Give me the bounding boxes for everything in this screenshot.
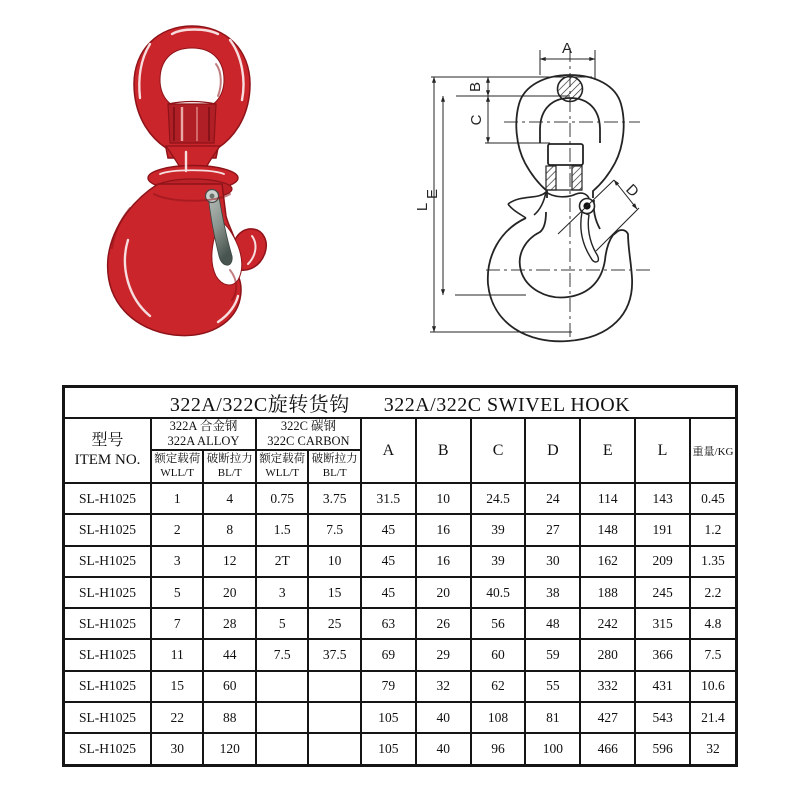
col-header-C: C [471,418,526,483]
table-cell: 143 [635,483,690,514]
table-cell: 39 [471,546,526,577]
table-cell: 32 [690,733,737,765]
table-cell: 2.2 [690,577,737,608]
table-cell: SL-H1025 [64,639,151,670]
table-row [64,577,737,608]
table-cell: 20 [203,577,255,608]
technical-drawing [400,8,720,343]
table-cell: 1.2 [690,514,737,545]
table-cell: 10.6 [690,671,737,702]
table-cell: 79 [361,671,416,702]
pin-hatched-circle [558,77,583,102]
table-title-row [64,387,737,419]
table-cell: 188 [580,577,635,608]
table-cell: 543 [635,702,690,733]
product-photo-svg [70,8,360,348]
table-cell: SL-H1025 [64,733,151,765]
table-cell: 7 [151,608,203,639]
table-cell: 48 [525,608,580,639]
table-cell: 0.45 [690,483,737,514]
col-header-D: D [525,418,580,483]
table-row [64,546,737,577]
dim-L [430,77,572,332]
table-title-cn: 322A/322C旋转货钩 [169,394,350,416]
table-cell: 114 [580,483,635,514]
table-cell: 88 [203,702,255,733]
col-group-322a-alloy: 322A 合金钢 322A ALLOY [151,418,256,450]
table-cell: 191 [635,514,690,545]
table-cell: 280 [580,639,635,670]
table-cell: 7.5 [256,639,308,670]
table-title-en: 322A/322C SWIVEL HOOK [383,394,631,416]
table-cell: 162 [580,546,635,577]
table-cell: 245 [635,577,690,608]
dim-label-C: C [468,114,485,126]
table-cell: 4 [203,483,255,514]
table-cell [308,702,360,733]
table-cell: 20 [416,577,471,608]
table-cell: 366 [635,639,690,670]
table-cell: 4.8 [690,608,737,639]
table-cell: 60 [203,671,255,702]
table-cell: 427 [580,702,635,733]
table-cell: 69 [361,639,416,670]
dim-label-A: A [561,40,573,57]
table-cell: 28 [203,608,255,639]
table-cell: SL-H1025 [64,577,151,608]
table-cell: SL-H1025 [64,702,151,733]
col-header-A: A [361,418,416,483]
table-cell: 24 [525,483,580,514]
table-cell: 100 [525,733,580,765]
table-cell: 105 [361,702,416,733]
table-cell: 3 [151,546,203,577]
table-row [64,671,737,702]
table-cell: 108 [471,702,526,733]
table-cell: 0.75 [256,483,308,514]
table-cell: 24.5 [471,483,526,514]
table-cell: 45 [361,514,416,545]
table-cell: 3.75 [308,483,360,514]
table-cell: 96 [471,733,526,765]
dim-label-B: B [467,81,484,93]
table-cell: 32 [416,671,471,702]
product-photo [70,8,360,348]
table-cell: 5 [151,577,203,608]
table-cell: 1 [151,483,203,514]
table-cell: 3 [256,577,308,608]
table-cell: SL-H1025 [64,608,151,639]
table-cell: 431 [635,671,690,702]
table-cell: 22 [151,702,203,733]
latch-outline [580,199,599,263]
table-cell: 15 [308,577,360,608]
table-cell: 105 [361,733,416,765]
table-cell: 21.4 [690,702,737,733]
technical-drawing-svg [400,8,720,343]
table-cell: 15 [151,671,203,702]
table-cell: 45 [361,577,416,608]
table-cell: 63 [361,608,416,639]
col-header-bl-322c: 破断拉力 BL/T [308,450,360,483]
spec-table [62,385,738,767]
dim-label-D: D [622,180,643,201]
table-cell: 60 [471,639,526,670]
table-cell: SL-H1025 [64,514,151,545]
table-cell: 8 [203,514,255,545]
table-cell: SL-H1025 [64,546,151,577]
table-cell: 10 [308,546,360,577]
table-cell: 44 [203,639,255,670]
table-cell: 25 [308,608,360,639]
table-cell: 30 [151,733,203,765]
table-cell: 11 [151,639,203,670]
table-cell: 2 [151,514,203,545]
table-cell: 56 [471,608,526,639]
table-title [64,387,737,419]
hook-body [108,184,267,336]
col-header-weight: 重量/KG [690,418,737,483]
table-row [64,514,737,545]
table-cell: 31.5 [361,483,416,514]
table-cell [308,671,360,702]
col-header-wll-322c: 额定载荷 WLL/T [256,450,308,483]
table-row [64,702,737,733]
spec-table-body [64,483,737,765]
table-cell: 148 [580,514,635,545]
table-cell: SL-H1025 [64,483,151,514]
nut-and-shank [546,144,583,190]
table-cell: SL-H1025 [64,671,151,702]
table-cell: 209 [635,546,690,577]
col-header-L: L [635,418,690,483]
table-cell [256,733,308,765]
col-header-bl-322a: 破断拉力 BL/T [203,450,255,483]
table-cell: 5 [256,608,308,639]
table-cell: 1.5 [256,514,308,545]
spec-table-container [62,385,738,767]
table-cell: 10 [416,483,471,514]
table-row [64,733,737,765]
table-cell: 120 [203,733,255,765]
table-cell: 45 [361,546,416,577]
header-row-groups [64,418,737,450]
table-cell: 59 [525,639,580,670]
table-cell: 315 [635,608,690,639]
table-cell: 81 [525,702,580,733]
table-cell: 466 [580,733,635,765]
table-cell [256,702,308,733]
col-header-item-no: 型号 ITEM NO. [64,418,151,483]
table-cell: 7.5 [690,639,737,670]
table-cell: 2T [256,546,308,577]
table-cell: 40 [416,733,471,765]
table-cell: 29 [416,639,471,670]
table-row [64,639,737,670]
table-cell: 332 [580,671,635,702]
table-row [64,483,737,514]
col-header-B: B [416,418,471,483]
table-cell: 62 [471,671,526,702]
table-cell: 26 [416,608,471,639]
table-cell: 39 [471,514,526,545]
table-cell: 12 [203,546,255,577]
table-cell: 16 [416,546,471,577]
table-cell: 37.5 [308,639,360,670]
dim-label-E: E [424,188,441,200]
hook-outline [488,200,632,341]
table-cell: 55 [525,671,580,702]
collar-outline [508,192,589,218]
table-cell: 40 [416,702,471,733]
table-cell: 27 [525,514,580,545]
col-header-wll-322a: 额定载荷 WLL/T [151,450,203,483]
col-group-322c-carbon: 322C 碳钢 322C CARBON [256,418,361,450]
table-cell: 7.5 [308,514,360,545]
table-cell [256,671,308,702]
table-cell: 30 [525,546,580,577]
dim-label-L: L [414,202,431,212]
table-cell [308,733,360,765]
table-cell: 16 [416,514,471,545]
table-cell: 40.5 [471,577,526,608]
col-header-E: E [580,418,635,483]
table-cell: 38 [525,577,580,608]
table-row [64,608,737,639]
swivel-barrel [168,102,216,144]
table-cell: 1.35 [690,546,737,577]
table-cell: 596 [635,733,690,765]
table-cell: 242 [580,608,635,639]
